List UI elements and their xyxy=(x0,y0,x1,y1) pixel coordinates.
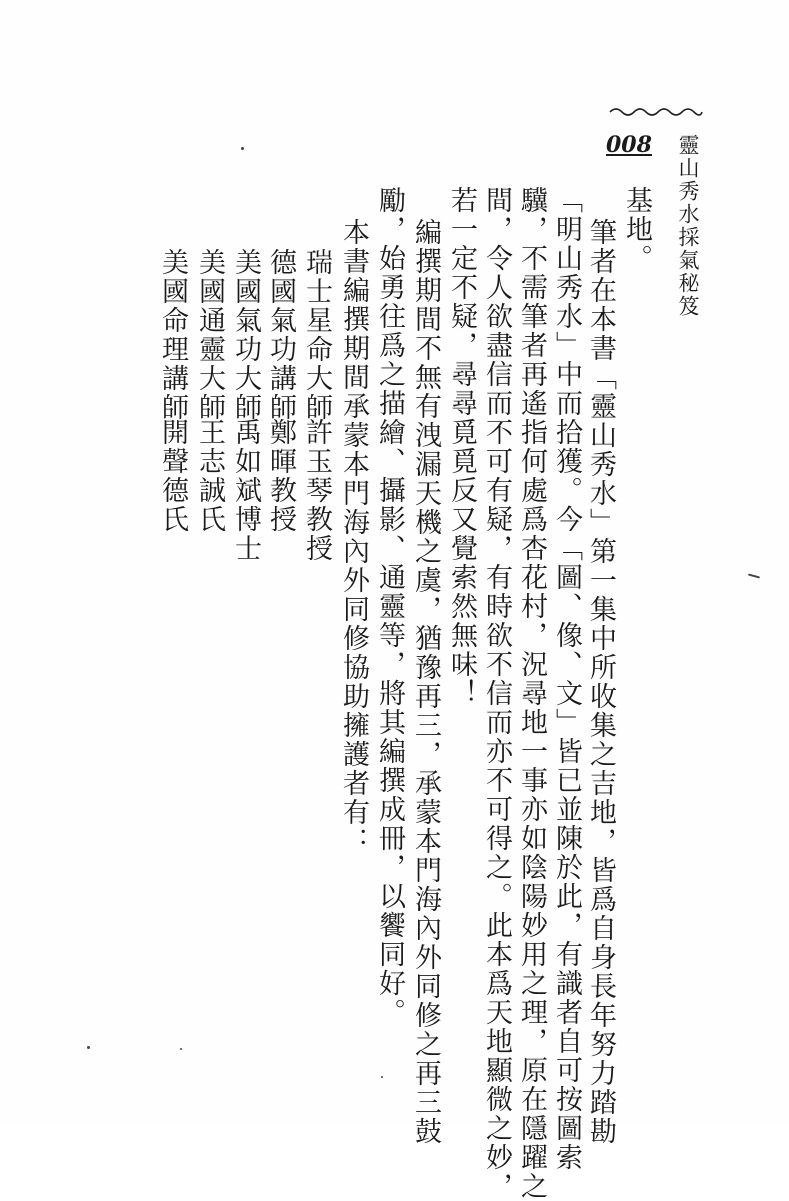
scan-mark xyxy=(748,573,760,578)
page-number: 008 xyxy=(606,132,652,158)
scan-speck xyxy=(180,1048,182,1050)
text-column: 間，令人欲盡信而不可有疑，有時欲不信而亦不可得之。此本爲天地顯微之妙， xyxy=(481,186,512,1201)
contributor-name: 開聲德氏 xyxy=(157,418,188,534)
contributor-title: 美國通靈大師 xyxy=(194,248,225,422)
contributor-name: 禹如斌博士 xyxy=(230,418,261,563)
running-title: 靈山秀水採氣秘笈 xyxy=(676,134,700,318)
contributor-title: 美國氣功大師 xyxy=(230,248,261,422)
contributor-title: 德國氣功講師 xyxy=(265,248,296,422)
scan-speck xyxy=(87,1046,90,1049)
text-column: 編撰期間不無有洩漏天機之虞，猶豫再三，承蒙本門海內外同修之再三鼓 xyxy=(410,218,441,1146)
text-column: 筆者在本書「靈山秀水」第一集中所收集之吉地，皆爲自身長年努力踏勘 xyxy=(585,218,616,1146)
scan-speck xyxy=(381,1076,383,1078)
text-column: 本書編撰期間承蒙本門海內外同修協助擁護者有： xyxy=(338,218,369,856)
text-column: 「明山秀水」中而拾獲。今「圖、像、文」皆已並陳於此，有識者自可按圖索 xyxy=(551,186,582,1172)
text-column: 驥，不需筆者再遙指何處爲杏花村，況尋地一事亦如陰陽妙用之理，原在隱躍之 xyxy=(516,186,547,1201)
text-column: 勵，始勇往爲之描繪、攝影、通靈等，將其編撰成冊，以饗同好。 xyxy=(374,186,405,1027)
header-ornament-icon xyxy=(608,106,704,118)
text-column: 若一定不疑，尋尋覓覓反又覺索然無味！ xyxy=(446,186,477,708)
scan-speck xyxy=(241,147,244,150)
contributor-title: 瑞士星命大師 xyxy=(301,248,332,422)
contributor-name: 鄭暉教授 xyxy=(265,418,296,534)
text-column: 基地。 xyxy=(621,186,652,273)
contributor-name: 許玉琴教授 xyxy=(301,418,332,563)
contributor-name: 王志誠氏 xyxy=(194,418,225,534)
contributor-title: 美國命理講師 xyxy=(157,248,188,422)
